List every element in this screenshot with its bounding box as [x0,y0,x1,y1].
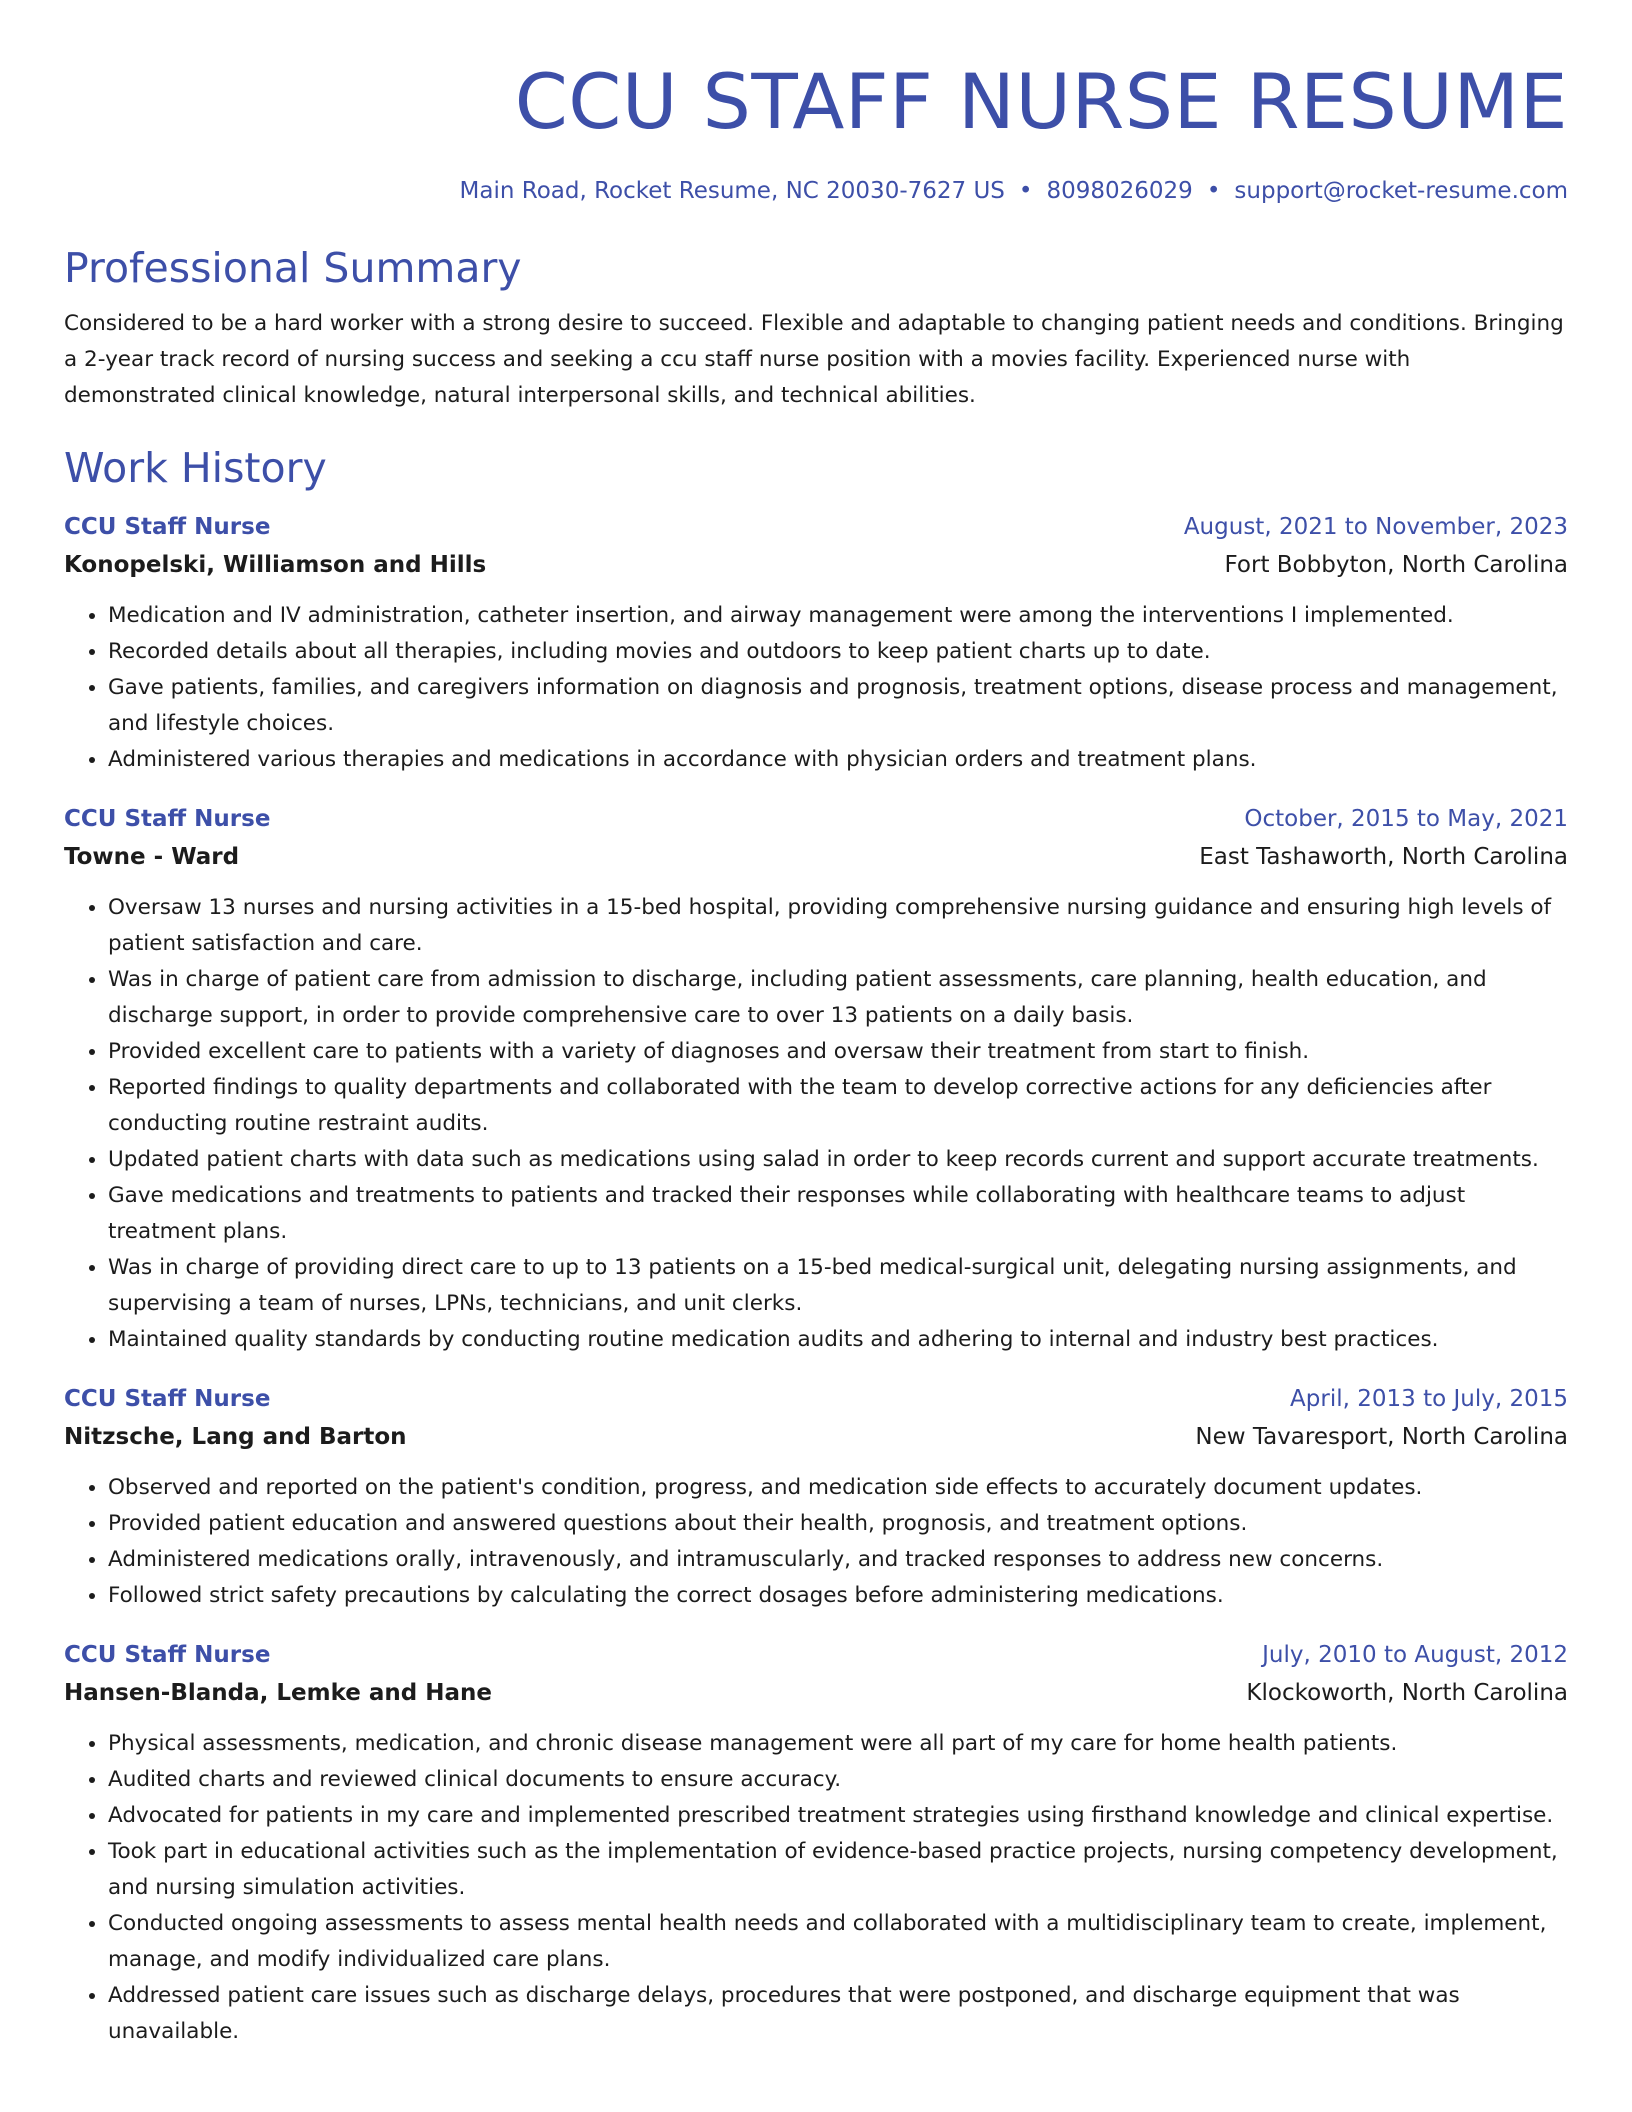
job-bullet-list [64,598,1568,778]
job-bullet: • Reported findings to quality departments and collaborated with the team to develop corrective actions for any deficiencies after conducting routine restraint audits. [108,1070,1568,1142]
job-header-row [64,1380,1568,1418]
resume-title: CCU STAFF NURSE RESUME [514,57,1568,146]
job-bullet: • Was in charge of patient care from admission to discharge, including patient assessments, care planning, health education, and discharge support, in order to provide comprehensive care to over 13 patients on a daily basis. [108,962,1568,1034]
job-bullet: • Gave patients, families, and caregivers information on diagnosis and prognosis, treatment options, disease process and management, and lifestyle choices. [108,670,1568,742]
job-bullet: • Audited charts and reviewed clinical documents to ensure accuracy. [108,1762,1568,1798]
job-dates: July, 2010 to August, 2012 [1262,1642,1568,1668]
job-company-row [64,838,1568,876]
job-bullet: • Recorded details about all therapies, including movies and outdoors to keep patient charts up to date. [108,634,1568,670]
job-dates: August, 2021 to November, 2023 [1183,514,1568,540]
job-company-row [64,1674,1568,1712]
job-entry [64,800,1568,1358]
job-company: Konopelski, Williamson and Hills [64,552,487,578]
job-company-row [64,546,1568,584]
job-entry [64,1380,1568,1614]
job-company-row [64,1418,1568,1456]
contact-phone: 8098026029 [1046,178,1193,204]
resume-header [64,52,1568,206]
job-bullet: • Administered various therapies and medications in accordance with physician orders and treatment plans. [108,742,1568,778]
job-bullet: • Addressed patient care issues such as discharge delays, procedures that were postponed, and discharge equipment that was unavailable. [108,1978,1568,2050]
job-dates: October, 2015 to May, 2021 [1244,806,1568,832]
job-header-row [64,508,1568,546]
section-title-summary: Professional Summary [64,244,522,292]
job-location: Fort Bobbyton, North Carolina [1224,552,1568,578]
job-bullet: • Administered medications orally, intravenously, and intramuscularly, and tracked responses to address new concerns. [108,1542,1568,1578]
job-header-row [64,800,1568,838]
contact-separator: • [1018,178,1033,204]
contact-email: support@rocket-resume.com [1234,178,1568,204]
job-bullet-list [64,1470,1568,1614]
contact-separator: • [1206,178,1221,204]
job-company: Hansen-Blanda, Lemke and Hane [64,1680,493,1706]
job-bullet: • Provided patient education and answered questions about their health, prognosis, and treatment options. [108,1506,1568,1542]
job-bullet: • Gave medications and treatments to patients and tracked their responses while collaborating with healthcare teams to adjust treatment plans. [108,1178,1568,1250]
job-bullet: • Provided excellent care to patients with a variety of diagnoses and oversaw their treatment from start to finish. [108,1034,1568,1070]
job-bullet: • Conducted ongoing assessments to assess mental health needs and collaborated with a multidisciplinary team to create, implement, manage, and modify individualized care plans. [108,1906,1568,1978]
job-bullet: • Maintained quality standards by conducting routine medication audits and adhering to internal and industry best practices. [108,1322,1568,1358]
job-bullet-list [64,890,1568,1358]
job-header-row [64,1636,1568,1674]
job-list [64,508,1568,2050]
job-bullet: • Observed and reported on the patient's condition, progress, and medication side effects to accurately document updates. [108,1470,1568,1506]
job-location: East Tashaworth, North Carolina [1199,844,1568,870]
job-title: CCU Staff Nurse [64,806,271,832]
contact-line [64,176,1568,206]
job-location: New Tavaresport, North Carolina [1195,1424,1568,1450]
job-bullet: • Was in charge of providing direct care to up to 13 patients on a 15-bed medical-surgical unit, delegating nursing assignments, and supervising a team of nurses, LPNs, technicians, and unit clerks. [108,1250,1568,1322]
job-entry [64,508,1568,778]
job-bullet: • Followed strict safety precautions by calculating the correct dosages before administering medications. [108,1578,1568,1614]
job-company: Nitzsche, Lang and Barton [64,1424,407,1450]
job-bullet: • Physical assessments, medication, and chronic disease management were all part of my care for home health patients. [108,1726,1568,1762]
job-bullet: • Advocated for patients in my care and implemented prescribed treatment strategies using firsthand knowledge and clinical expertise. [108,1798,1568,1834]
section-title-work-history: Work History [64,444,327,492]
job-bullet: • Took part in educational activities such as the implementation of evidence-based practice projects, nursing competency development, and nursing simulation activities. [108,1834,1568,1906]
job-bullet-list [64,1726,1568,2050]
job-title: CCU Staff Nurse [64,1642,271,1668]
job-company: Towne - Ward [64,844,240,870]
job-bullet: • Medication and IV administration, catheter insertion, and airway management were among the interventions I implemented. [108,598,1568,634]
job-bullet: • Updated patient charts with data such as medications using salad in order to keep records current and support accurate treatments. [108,1142,1568,1178]
contact-address: Main Road, Rocket Resume, NC 20030-7627 US [459,178,1005,204]
job-bullet: • Oversaw 13 nurses and nursing activities in a 15-bed hospital, providing comprehensive nursing guidance and ensuring high levels of patient satisfaction and care. [108,890,1568,962]
job-location: Klockoworth, North Carolina [1246,1680,1568,1706]
summary-text: Considered to be a hard worker with a strong desire to succeed. Flexible and adaptable to changing patient needs and conditions. Bringing a 2-year track record of nursing success and seeking a ccu staff nurse position with a movies facility. Experienced nurse with demonstrated clinical knowledge, natural interpersonal skills, and technical abilities. [64,311,1564,408]
job-dates: April, 2013 to July, 2015 [1290,1386,1568,1412]
job-title: CCU Staff Nurse [64,514,271,540]
job-entry [64,1636,1568,2050]
job-title: CCU Staff Nurse [64,1386,271,1412]
